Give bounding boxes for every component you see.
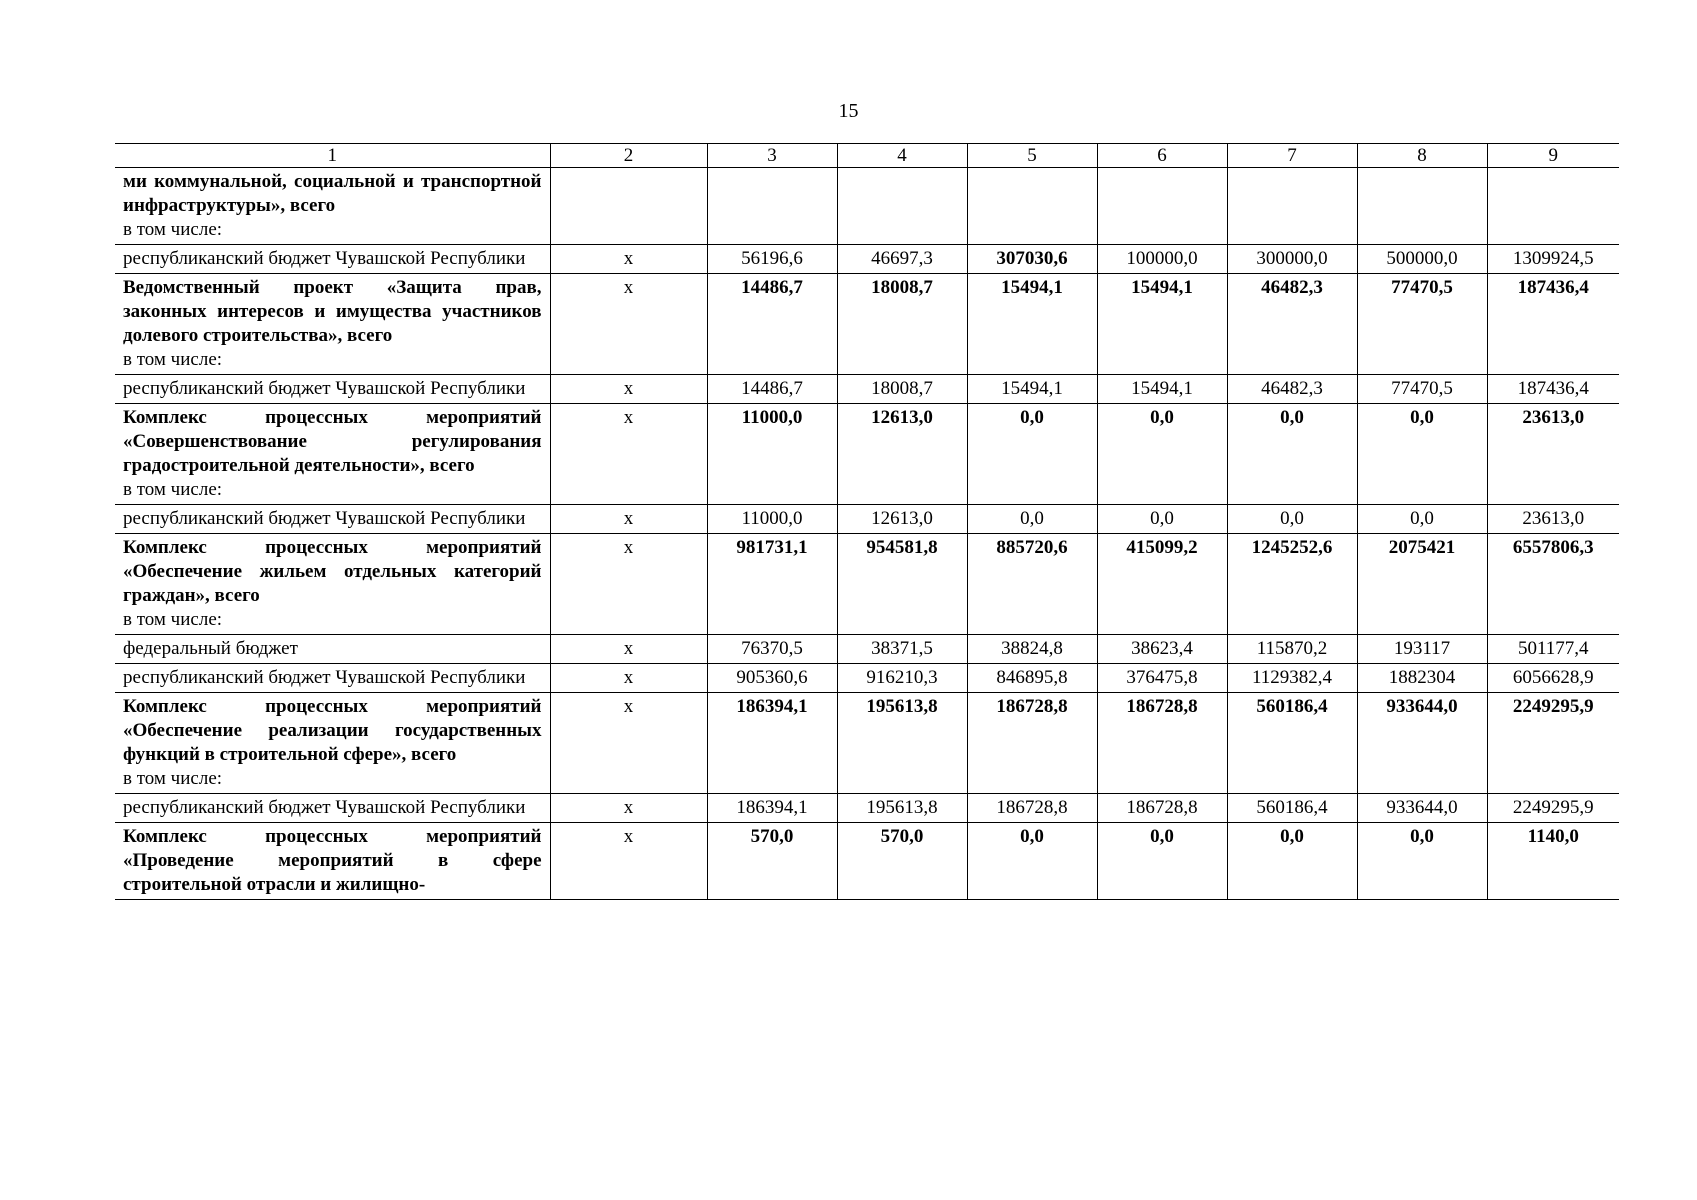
value-cell: 38371,5 — [837, 635, 967, 664]
column-2-cell: х — [550, 505, 707, 534]
value-cell: 560186,4 — [1227, 693, 1357, 794]
value-cell: 570,0 — [707, 823, 837, 900]
column-2-cell: х — [550, 274, 707, 375]
row-name-cell — [115, 794, 550, 823]
table-row — [115, 505, 1619, 534]
table-row — [115, 823, 1619, 900]
value-cell: 15494,1 — [967, 274, 1097, 375]
column-2-cell: х — [550, 823, 707, 900]
row-name-cell — [115, 534, 550, 635]
value-cell: 415099,2 — [1097, 534, 1227, 635]
row-name: республиканский бюджет Чувашской Республики — [123, 797, 526, 818]
row-name: федеральный бюджет — [123, 638, 298, 659]
value-cell: 1140,0 — [1487, 823, 1619, 900]
table-row — [115, 635, 1619, 664]
value-cell: 38623,4 — [1097, 635, 1227, 664]
value-cell: 933644,0 — [1357, 794, 1487, 823]
table-body — [115, 144, 1619, 900]
column-number: 6 — [1097, 144, 1227, 168]
value-cell: 56196,6 — [707, 245, 837, 274]
column-2-cell: х — [550, 534, 707, 635]
value-cell: 376475,8 — [1097, 664, 1227, 693]
value-cell: 0,0 — [1357, 505, 1487, 534]
value-cell: 916210,3 — [837, 664, 967, 693]
value-cell: 12613,0 — [837, 505, 967, 534]
column-2-cell: х — [550, 245, 707, 274]
value-cell: 14486,7 — [707, 375, 837, 404]
value-cell: 500000,0 — [1357, 245, 1487, 274]
row-name-cell — [115, 635, 550, 664]
value-cell: 46482,3 — [1227, 274, 1357, 375]
column-number-row — [115, 144, 1619, 168]
value-cell: 38824,8 — [967, 635, 1097, 664]
value-cell: 186728,8 — [967, 693, 1097, 794]
value-cell: 0,0 — [1227, 505, 1357, 534]
row-name-cell — [115, 274, 550, 375]
value-cell: 885720,6 — [967, 534, 1097, 635]
value-cell: 195613,8 — [837, 794, 967, 823]
column-2-cell: х — [550, 404, 707, 505]
value-cell — [1357, 168, 1487, 245]
page-number: 15 — [838, 100, 859, 122]
value-cell: 46697,3 — [837, 245, 967, 274]
row-name: республиканский бюджет Чувашской Республики — [123, 248, 526, 269]
value-cell: 0,0 — [967, 505, 1097, 534]
value-cell: 905360,6 — [707, 664, 837, 693]
value-cell: 11000,0 — [707, 505, 837, 534]
value-cell: 0,0 — [1357, 823, 1487, 900]
row-name: ми коммунальной, социальной и транспортной инфраструктуры», всего — [123, 171, 542, 216]
column-number: 1 — [115, 144, 550, 168]
value-cell — [1227, 168, 1357, 245]
table-row — [115, 794, 1619, 823]
row-subtitle: в том числе: — [123, 349, 223, 370]
row-name-cell — [115, 505, 550, 534]
row-subtitle: в том числе: — [123, 609, 223, 630]
row-name-cell — [115, 664, 550, 693]
column-number: 9 — [1487, 144, 1619, 168]
value-cell: 6557806,3 — [1487, 534, 1619, 635]
column-2-cell: х — [550, 664, 707, 693]
row-subtitle: в том числе: — [123, 479, 223, 500]
value-cell: 0,0 — [967, 404, 1097, 505]
table-row — [115, 664, 1619, 693]
value-cell: 307030,6 — [967, 245, 1097, 274]
value-cell — [707, 168, 837, 245]
value-cell — [1097, 168, 1227, 245]
value-cell: 0,0 — [1227, 404, 1357, 505]
value-cell: 6056628,9 — [1487, 664, 1619, 693]
row-name: республиканский бюджет Чувашской Республики — [123, 508, 526, 529]
column-2-cell: х — [550, 693, 707, 794]
row-name-cell — [115, 823, 550, 900]
value-cell: 846895,8 — [967, 664, 1097, 693]
row-name-cell — [115, 375, 550, 404]
value-cell: 501177,4 — [1487, 635, 1619, 664]
row-name-cell — [115, 168, 550, 245]
value-cell: 186394,1 — [707, 693, 837, 794]
value-cell: 46482,3 — [1227, 375, 1357, 404]
budget-table — [115, 143, 1619, 900]
value-cell: 14486,7 — [707, 274, 837, 375]
value-cell: 12613,0 — [837, 404, 967, 505]
value-cell: 23613,0 — [1487, 404, 1619, 505]
value-cell: 186728,8 — [967, 794, 1097, 823]
value-cell: 18008,7 — [837, 375, 967, 404]
value-cell: 18008,7 — [837, 274, 967, 375]
value-cell: 76370,5 — [707, 635, 837, 664]
value-cell: 115870,2 — [1227, 635, 1357, 664]
value-cell: 2249295,9 — [1487, 693, 1619, 794]
table-row — [115, 245, 1619, 274]
row-name: Ведомственный проект «Защита прав, законных интересов и имущества участников долевого строительства», всего — [123, 277, 542, 346]
row-name: республиканский бюджет Чувашской Республики — [123, 378, 526, 399]
table-row — [115, 693, 1619, 794]
value-cell: 0,0 — [1097, 404, 1227, 505]
value-cell — [967, 168, 1097, 245]
value-cell: 0,0 — [1097, 823, 1227, 900]
column-2-cell: х — [550, 794, 707, 823]
row-name: Комплекс процессных мероприятий «Проведение мероприятий в сфере строительной отрасли и жилищно- — [123, 826, 542, 895]
row-name: Комплекс процессных мероприятий «Обеспечение жильем отдельных категорий граждан», всего — [123, 537, 542, 606]
row-subtitle: в том числе: — [123, 768, 223, 789]
row-name-cell — [115, 693, 550, 794]
value-cell: 186728,8 — [1097, 693, 1227, 794]
value-cell: 195613,8 — [837, 693, 967, 794]
column-2-cell — [550, 168, 707, 245]
column-number: 2 — [550, 144, 707, 168]
table-row — [115, 404, 1619, 505]
value-cell: 933644,0 — [1357, 693, 1487, 794]
value-cell: 15494,1 — [1097, 274, 1227, 375]
value-cell: 1245252,6 — [1227, 534, 1357, 635]
value-cell: 954581,8 — [837, 534, 967, 635]
value-cell: 1129382,4 — [1227, 664, 1357, 693]
value-cell — [837, 168, 967, 245]
value-cell: 0,0 — [1357, 404, 1487, 505]
value-cell: 11000,0 — [707, 404, 837, 505]
value-cell: 193117 — [1357, 635, 1487, 664]
column-number: 7 — [1227, 144, 1357, 168]
row-name: республиканский бюджет Чувашской Республики — [123, 667, 526, 688]
value-cell: 100000,0 — [1097, 245, 1227, 274]
value-cell: 186728,8 — [1097, 794, 1227, 823]
row-name-cell — [115, 404, 550, 505]
value-cell: 2249295,9 — [1487, 794, 1619, 823]
column-number: 5 — [967, 144, 1097, 168]
value-cell: 300000,0 — [1227, 245, 1357, 274]
value-cell: 0,0 — [1097, 505, 1227, 534]
column-2-cell: х — [550, 375, 707, 404]
value-cell: 0,0 — [967, 823, 1097, 900]
column-number: 4 — [837, 144, 967, 168]
column-number: 8 — [1357, 144, 1487, 168]
value-cell: 1882304 — [1357, 664, 1487, 693]
value-cell: 187436,4 — [1487, 375, 1619, 404]
value-cell: 0,0 — [1227, 823, 1357, 900]
value-cell: 981731,1 — [707, 534, 837, 635]
value-cell: 186394,1 — [707, 794, 837, 823]
value-cell: 570,0 — [837, 823, 967, 900]
value-cell: 77470,5 — [1357, 274, 1487, 375]
value-cell — [1487, 168, 1619, 245]
row-subtitle: в том числе: — [123, 219, 223, 240]
value-cell: 77470,5 — [1357, 375, 1487, 404]
table-row — [115, 274, 1619, 375]
value-cell: 15494,1 — [1097, 375, 1227, 404]
value-cell: 1309924,5 — [1487, 245, 1619, 274]
value-cell: 560186,4 — [1227, 794, 1357, 823]
value-cell: 15494,1 — [967, 375, 1097, 404]
column-number: 3 — [707, 144, 837, 168]
table-row — [115, 534, 1619, 635]
table-row — [115, 375, 1619, 404]
row-name-cell — [115, 245, 550, 274]
row-name: Комплекс процессных мероприятий «Обеспечение реализации государственных функций в строительной сфере», всего — [123, 696, 542, 765]
table-row — [115, 168, 1619, 245]
value-cell: 23613,0 — [1487, 505, 1619, 534]
value-cell: 187436,4 — [1487, 274, 1619, 375]
value-cell: 2075421 — [1357, 534, 1487, 635]
row-name: Комплекс процессных мероприятий «Совершенствование регулирования градостроительной деятельности», всего — [123, 407, 542, 476]
column-2-cell: х — [550, 635, 707, 664]
